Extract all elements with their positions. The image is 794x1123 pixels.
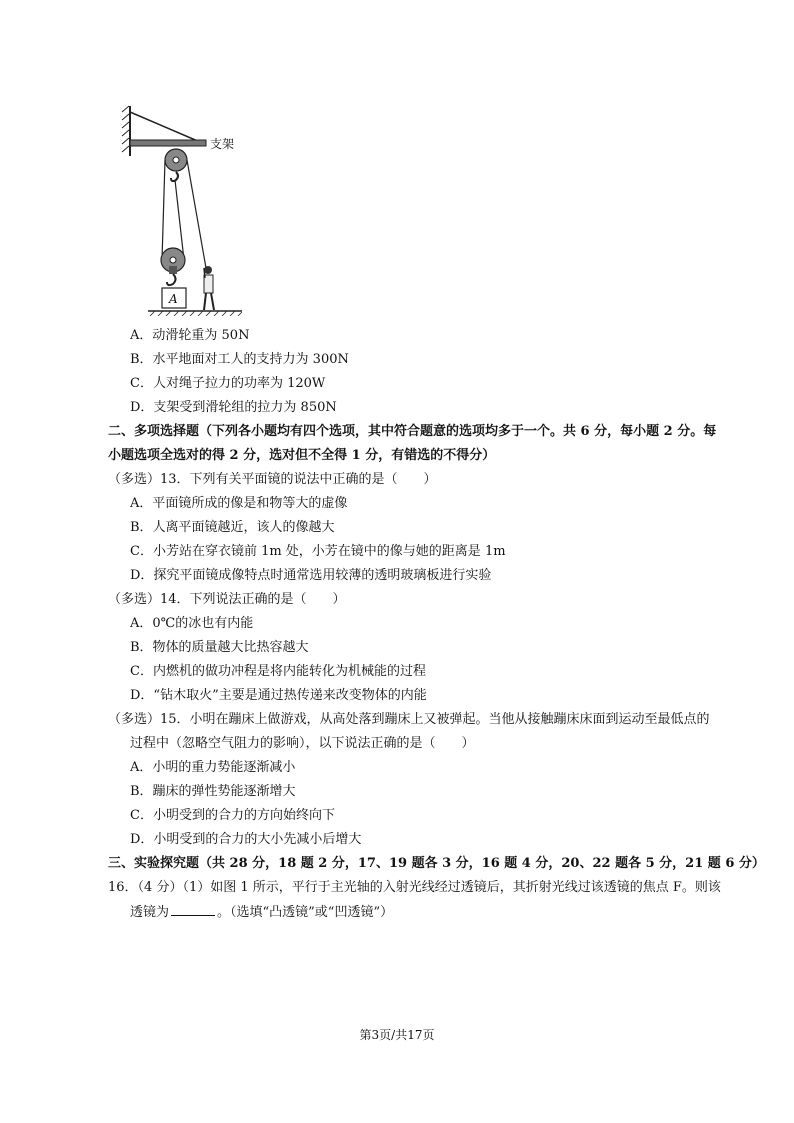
q16-line2-prefix: 透镜为 (130, 905, 170, 920)
q16-stem-line1: 16．（4 分）（1）如图 1 所示，平行于主光轴的入射光线经过透镜后，其折射光线过该透镜的焦点 F。则该 (108, 880, 721, 895)
q16-line2-suffix: 。（选填“凸透镜”或“凹透镜”） (217, 905, 394, 920)
support-label: 支架 (210, 137, 235, 151)
section2-heading-line2: 小题选项全选对的得 2 分，选对但不全得 1 分，有错选的不得分） (108, 448, 496, 463)
page-number: 第3页/共17页 (359, 1028, 435, 1042)
q13-option-b: B．人离平面镜越近，该人的像越大 (130, 520, 335, 535)
q12-option-d: D．支架受到滑轮组的拉力为 850N (130, 400, 337, 415)
block-a-label: A (169, 292, 178, 306)
section3-heading: 三、实验探究题（共 28 分，18 题 2 分，17、19 题各 3 分，16 题 4 分，20、22 题各 5 分，21 题 6 分） (108, 856, 765, 871)
pulley-figure (118, 100, 248, 322)
q14-option-c: C．内燃机的做功冲程是将内能转化为机械能的过程 (130, 664, 426, 679)
q15-stem-line2: 过程中（忽略空气阻力的影响），以下说法正确的是（ ） (130, 736, 475, 751)
q14-option-b: B．物体的质量越大比热容越大 (130, 640, 309, 655)
q16-answer-blank[interactable] (171, 903, 215, 916)
q12-option-c: C．人对绳子拉力的功率为 120W (130, 376, 326, 391)
q15-option-b: B．蹦床的弹性势能逐渐增大 (130, 784, 296, 799)
q15-stem-line1: （多选）15．小明在蹦床上做游戏，从高处落到蹦床上又被弹起。当他从接触蹦床床面到运动至最低点的 (108, 712, 710, 727)
q12-option-b: B．水平地面对工人的支持力为 300N (130, 352, 349, 367)
q15-option-a: A．小明的重力势能逐渐减小 (130, 760, 296, 775)
q15-option-c: C．小明受到的合力的方向始终向下 (130, 808, 335, 823)
section2-heading-line1: 二、多项选择题（下列各小题均有四个选项，其中符合题意的选项均多于一个。共 6 分，每小题 2 分。每 (108, 424, 717, 439)
q15-option-d: D．小明受到的合力的大小先减小后增大 (130, 832, 362, 847)
q14-option-a: A．0℃的冰也有内能 (130, 616, 254, 631)
q13-stem: （多选）13．下列有关平面镜的说法中正确的是（ ） (108, 472, 437, 487)
q13-option-c: C．小芳站在穿衣镜前 1m 处，小芳在镜中的像与她的距离是 1m (130, 544, 506, 559)
q12-option-a: A．动滑轮重为 50N (130, 328, 250, 343)
q13-option-a: A．平面镜所成的像是和物等大的虚像 (130, 496, 348, 511)
q13-option-d: D．探究平面镜成像特点时通常选用较薄的透明玻璃板进行实验 (130, 568, 492, 583)
q14-option-d: D．“钻木取火”主要是通过热传递来改变物体的内能 (130, 688, 427, 703)
q16-stem-line2 (130, 903, 393, 922)
q14-stem: （多选）14．下列说法正确的是（ ） (108, 592, 346, 607)
